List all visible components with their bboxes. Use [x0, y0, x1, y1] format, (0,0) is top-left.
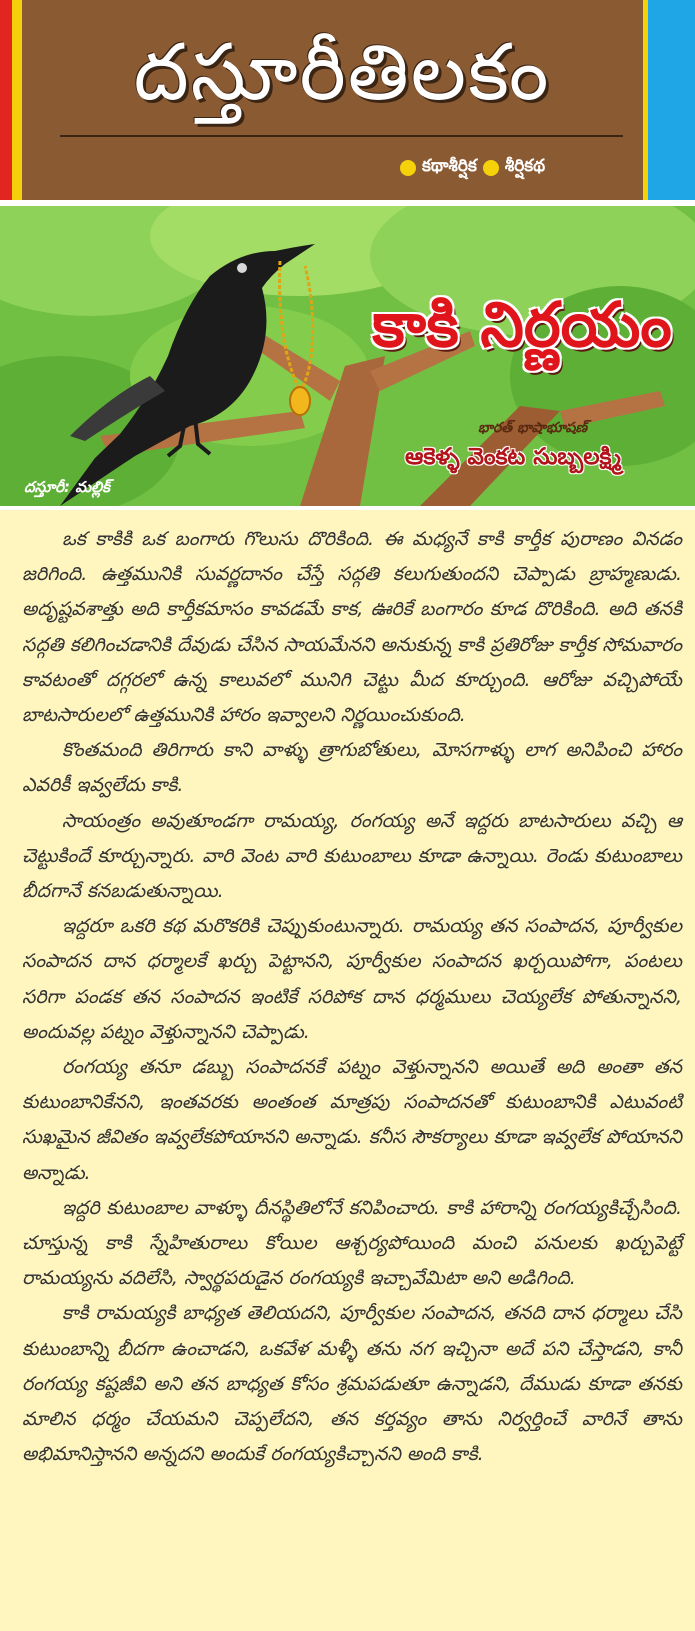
story-paragraph: కొంతమంది తిరిగారు కాని వాళ్ళు త్రాగుబోతులు, మోసగాళ్ళు లాగ అనిపించి హారం ఎవరికీ ఇవ్వలేదు కాకి. — [22, 739, 682, 797]
title-divider — [60, 135, 623, 137]
tag-story-column[interactable]: కథాశీర్షిక — [422, 156, 477, 176]
story-paragraph: సాయంత్రం అవుతూండగా రామయ్య, రంగయ్య అనే ఇద్దరు బాటసారులు వచ్చి ఆ చెట్టుకిందే కూర్చున్నారు. వారి వెంట వారి కుటుంబాలు కూడా ఉన్నాయి. రెండు కుటుంబాలు బీదగానే కనబడుతున్నాయి. — [22, 809, 682, 903]
author-title: భారత్ భాషాభూషణ్ — [478, 420, 588, 436]
yellow-stripe — [12, 0, 22, 200]
cyan-stripe — [648, 0, 695, 200]
category-tags — [400, 153, 645, 183]
story-paragraph: ఇద్దరి కుటుంబాల వాళ్ళూ దీనస్థితిలోనే కనిపించారు. కాకి హారాన్ని రంగయ్యకిచ్చేసింది. చూస్తున్న కాకి స్నేహితురాలు కోయిల ఆశ్చర్యపోయింది మంచి పనులకు ఖర్చుపెట్టే రామయ్యను వదిలేసి, స్వార్థపరుడైన రంగయ్యకి ఇచ్చావేమిటా అని అడిగింది. — [22, 1196, 682, 1290]
magazine-title: దస్తూరీతిలకం — [133, 28, 551, 118]
story-paragraph: ఇద్దరూ ఒకరి కథ మరొకరికి చెప్పుకుంటున్నారు. రామయ్య తన సంపాదన, పూర్వీకుల సంపాదన దాన ధర్మాలకే ఖర్చు పెట్టానని, పూర్వీకుల సంపాదన ఖర్చయిపోగా, పంటలు సరిగా పండక తన సంపాదన ఇంటికే సరిపోక దాన ధర్మములు చెయ్యలేక పోతున్నానని, అందువల్ల పట్నం వెళ్తున్నానని చెప్పాడు. — [22, 915, 682, 1043]
bullet-icon — [483, 160, 499, 176]
bullet-icon — [400, 160, 416, 176]
story-paragraph: ఒక కాకికి ఒక బంగారు గొలుసు దొరికింది. ఈ మధ్యనే కాకి కార్తీక పురాణం వినడం జరిగింది. ఉత్తమునికి సువర్ణదానం చేస్తే సద్గతి కలుగుతుందని చెప్పాడు బ్రాహ్మణుడు. అదృష్టవశాత్తు అది కార్తీకమాసం కావడమే కాక, ఊరికే బంగారం కూడ దొరికింది. అది తనకి సద్గతి కలిగించడానికి దేవుడు చేసిన సాయమేనని అనుకున్న కాకి ప్రతిరోజు కార్తీక సోమవారం కావటంతో దగ్గరలో ఉన్న కాలువలో మునిగి చెట్టు మీద కూర్చుంది. ఆరోజు వచ్చిపోయే బాటసారులలో ఉత్తమునికి హారం ఇవ్వాలని నిర్ణయించుకుంది. — [22, 528, 682, 727]
red-stripe — [0, 0, 12, 200]
story-paragraph: కాకి రామయ్యకి బాధ్యత తెలియదని, పూర్వీకుల సంపాదన, తనది దాన ధర్మాలు చేసి కుటుంబాన్ని బీదగా ఉంచాడని, ఒకవేళ మళ్ళీ తను నగ ఇచ్చినా అదే పని చేస్తాడని, కానీ రంగయ్య కష్టజీవి అని తన బాధ్యత కోసం శ్రమపడుతూ ఉన్నాడని, దేముడు కూడా తనకు మాలిన ధర్మం చేయమని చెప్పలేదని, తన కర్తవ్యం తాను నిర్వర్తించే వారినే తాను అభిమానిస్తానని అన్నదని అందుకే రంగయ్యకిచ్చానని అంది కాకి. — [22, 1302, 682, 1466]
story-body — [22, 522, 682, 1472]
illustration-credit: దస్తూరీ: మల్లిక్ — [24, 478, 110, 496]
author-name: ఆకెళ్ళ వెంకట సుబ్బలక్ష్మి — [405, 444, 622, 470]
story-title: కాకి నిర్ణయం — [372, 288, 672, 361]
masthead — [0, 0, 695, 200]
story-paragraph: రంగయ్య తనూ డబ్బు సంపాదనకే పట్నం వెళ్తున్నానని అయితే అది అంతా తన కుటుంబానికేనని, ఇంతవరకు అంతంత మాత్రపు సంపాదనతో కుటుంబానికి ఎటువంటి సుఖమైన జీవితం ఇవ్వలేకపోయానని అన్నాడు. కనీస సౌకర్యాలు కూడా ఇవ్వలేక పోయానని అన్నాడు. — [22, 1056, 682, 1184]
tag-headline-story[interactable]: శీర్షికథ — [504, 156, 546, 176]
story-section — [0, 510, 695, 1631]
